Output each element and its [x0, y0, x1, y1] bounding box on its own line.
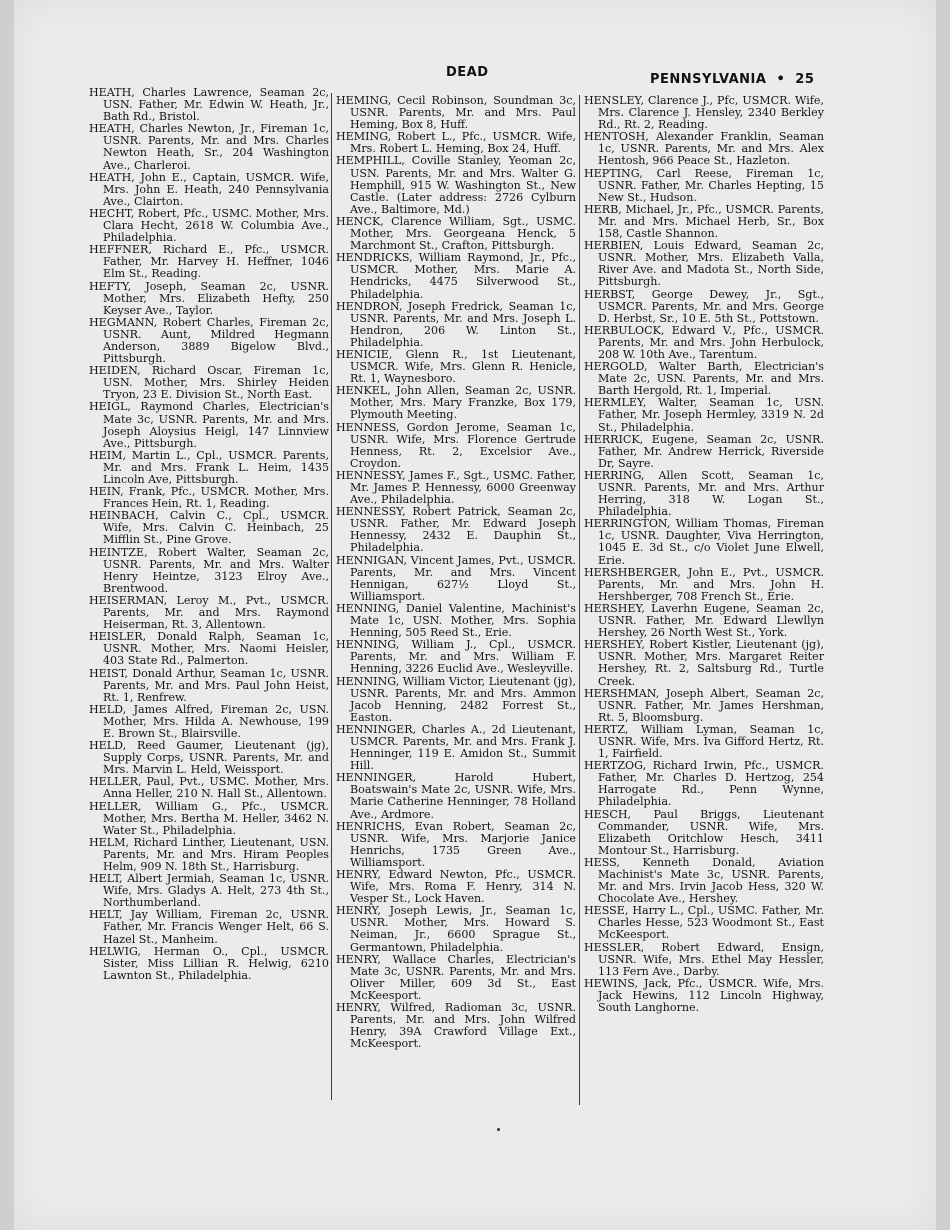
casualty-entry: HENCK, Clarence William, Sgt., USMC. Mother, Mrs. Georgeana Henck, 5 Marchmont St., Crafton, Pittsburgh.: [336, 214, 576, 253]
bullet-separator: •: [776, 72, 786, 87]
casualty-entry: HEATH, John E., Captain, USMCR. Wife, Mrs. John E. Heath, 240 Pennsylvania Ave., Clairton.: [89, 170, 329, 208]
casualty-entry: HEIN, Frank, Pfc., USMCR. Mother, Mrs. Frances Hein, Rt. 1, Reading.: [89, 485, 329, 511]
casualty-entry: HEIM, Martin L., Cpl., USMCR. Parents, Mr. and Mrs. Frank L. Heim, 1435 Lincoln Ave, Pittsburgh.: [89, 448, 329, 486]
page-number: 25: [795, 72, 815, 87]
casualty-entry: HERTZOG, Richard Irwin, Pfc., USMCR. Father, Mr. Charles D. Hertzog, 254 Harrogate Rd., Penn Wynne, Philadelphia.: [584, 759, 824, 809]
casualty-entry: HELD, James Alfred, Fireman 2c, USN. Mother, Mrs. Hilda A. Newhouse, 199 E. Brown St., Blairsville.: [89, 702, 329, 740]
state-name: PENNSYLVANIA: [650, 72, 767, 87]
casualty-entry: HERRICK, Eugene, Seaman 2c, USNR. Father, Mr. Andrew Herrick, Riverside Dr, Sayre.: [584, 432, 824, 470]
casualty-entry: HESSLER, Robert Edward, Ensign, USNR. Wife, Mrs. Ethel May Hessler, 113 Fern Ave., Darby.: [584, 940, 824, 978]
casualty-entry: HELD, Reed Gaumer, Lieutenant (jg), Supply Corps, USNR. Parents, Mr. and Mrs. Marvin L. Held, Weissport.: [89, 739, 329, 777]
casualty-entry: HENNING, Daniel Valentine, Machinist's Mate 1c, USN. Mother, Mrs. Sophia Henning, 505 Reed St., Erie.: [336, 601, 576, 640]
casualty-entry: HEIDEN, Richard Oscar, Fireman 1c, USN. Mother, Mrs. Shirley Heiden Tryon, 23 E. Division St., North East.: [89, 364, 329, 402]
casualty-entry: HENNINGER, Harold Hubert, Boatswain's Mate 2c, USNR. Wife, Mrs. Marie Catherine Henninger, 78 Holland Ave., Ardmore.: [336, 771, 576, 821]
casualty-entry: HEWINS, Jack, Pfc., USMCR. Wife, Mrs. Jack Hewins, 112 Lincoln Highway, South Langhorne.: [584, 976, 824, 1015]
casualty-entry: HERSHEY, Laverhn Eugene, Seaman 2c, USNR. Father, Mr. Edward Llewllyn Hershey, 26 North West St., York.: [584, 601, 824, 640]
casualty-entry: HELT, Jay William, Fireman 2c, USNR. Father, Mr. Francis Wenger Helt, 66 S. Hazel St., Manheim.: [89, 908, 329, 946]
casualty-entry: HERGOLD, Walter Barth, Electrician's Mate 2c, USN. Parents, Mr. and Mrs. Barth Hergold, Rt. 1, Imperial.: [584, 360, 824, 398]
casualty-entry: HESCH, Paul Briggs, Lieutenant Commander, USNR. Wife, Mrs. Elizabeth Oritchlow Hesch, 3411 Montour St., Harrisburg.: [584, 807, 824, 857]
casualty-entry: HERSHMAN, Joseph Albert, Seaman 2c, USNR. Father, Mr. James Hershman, Rt. 5, Bloomsburg.: [584, 686, 824, 724]
casualty-entry: HENNESSY, Robert Patrick, Seaman 2c, USNR. Father, Mr. Edward Joseph Hennessy, 2432 E. Dauphin St., Philadelphia.: [336, 505, 576, 555]
casualty-entry: HERTZ, William Lyman, Seaman 1c, USNR. Wife, Mrs. Iva Gifford Hertz, Rt. 1, Fairfield.: [584, 722, 824, 761]
casualty-entry: HEATH, Charles Newton, Jr., Fireman 1c, USNR. Parents, Mr. and Mrs. Charles Newton Heath, Sr., 204 Washington Ave., Charleroi.: [89, 122, 329, 172]
casualty-entry: HEPTING, Carl Reese, Fireman 1c, USNR. Father, Mr. Charles Hepting, 15 New St., Hudson.: [584, 166, 824, 204]
casualty-entry: HERBIEN, Louis Edward, Seaman 2c, USNR. Mother, Mrs. Elizabeth Valla, River Ave. and Madota St., North Side, Pittsburgh.: [584, 239, 824, 289]
casualty-entry: HERRING, Allen Scott, Seaman 1c, USNR. Parents, Mr. and Mrs. Arthur Herring, 318 W. Logan St., Philadelphia.: [584, 468, 824, 519]
casualty-entry: HELLER, Paul, Pvt., USMC. Mother, Mrs. Anna Heller, 210 N. Hall St., Allentown.: [89, 775, 329, 801]
column-1: [89, 87, 329, 982]
casualty-entry: HENDRON, Joseph Fredrick, Seaman 1c, USNR. Parents, Mr. and Mrs. Joseph L. Hendron, 206 W. Linton St., Philadelphia.: [336, 299, 576, 349]
casualty-entry: HEGMANN, Robert Charles, Fireman 2c, USNR. Aunt, Mildred Hegmann Anderson, 3889 Bigelow Blvd., Pittsburgh.: [89, 315, 329, 366]
casualty-entry: HEINTZE, Robert Walter, Seaman 2c, USNR. Parents, Mr. and Mrs. Walter Henry Heintze, 3123 Elroy Ave., Brentwood.: [89, 545, 329, 595]
casualty-entry: HEISLER, Donald Ralph, Seaman 1c, USNR. Mother, Mrs. Naomi Heisler, 403 State Rd., Palmerton.: [89, 630, 329, 668]
casualty-entry: HERBST, George Dewey, Jr., Sgt., USMCR. Parents, Mr. and Mrs. George D. Herbst, Sr., 10 E. 5th St., Pottstown.: [584, 287, 824, 325]
casualty-entry: HEMING, Cecil Robinson, Soundman 3c, USNR. Parents, Mr. and Mrs. Paul Heming, Box 8, Huff.: [336, 94, 576, 132]
casualty-entry: HEIST, Donald Arthur, Seaman 1c, USNR. Parents, Mr. and Mrs. Paul John Heist, Rt. 1, Renfrew.: [89, 666, 329, 704]
casualty-entry: HENRICHS, Evan Robert, Seaman 2c, USNR. Wife, Mrs. Marjorie Janice Henrichs, 1735 Green Ave., Williamsport.: [336, 819, 576, 869]
casualty-entry: HENDRICKS, William Raymond, Jr., Pfc., USMCR. Mother, Mrs. Marie A. Hendricks, 4475 Silverwood St., Philadelphia.: [336, 251, 576, 301]
casualty-entry: HENRY, Joseph Lewis, Jr., Seaman 1c, USNR. Mother, Mrs. Howard S. Neiman, Jr., 6600 Sprague St., Germantown, Philadelphia.: [336, 904, 576, 954]
casualty-entry: HERBULOCK, Edward V., Pfc., USMCR. Parents, Mr. and Mrs. John Herbulock, 208 W. 10th Ave., Tarentum.: [584, 323, 824, 361]
casualty-entry: HERRINGTON, William Thomas, Fireman 1c, USNR. Daughter, Viva Herrington, 1045 E. 3d St., c/o Violet June Elwell, Erie.: [584, 517, 824, 567]
casualty-entry: HEMPHILL, Coville Stanley, Yeoman 2c, USN. Parents, Mr. and Mrs. Walter G. Hemphill, 915 W. Washington St., New Castle. (Later address: 2726 Cylburn Ave., Baltimore, Md.): [336, 154, 576, 216]
casualty-entry: HESSE, Harry L., Cpl., USMC. Father, Mr. Charles Hesse, 523 Woodmont St., East McKeesport.: [584, 904, 824, 942]
casualty-entry: HEFFNER, Richard E., Pfc., USMCR. Father, Mr. Harvey H. Heffner, 1046 Elm St., Reading.: [89, 243, 329, 281]
casualty-entry: HEFTY, Joseph, Seaman 2c, USNR. Mother, Mrs. Elizabeth Hefty, 250 Keyser Ave., Taylor.: [89, 279, 329, 317]
casualty-entry: HELLER, William G., Pfc., USMCR. Mother, Mrs. Bertha M. Heller, 3462 N. Water St., Philadelphia.: [89, 799, 329, 837]
casualty-entry: HENRY, Edward Newton, Pfc., USMCR. Wife, Mrs. Roma F. Henry, 314 N. Vesper St., Lock Haven.: [336, 868, 576, 906]
casualty-entry: HENNING, William J., Cpl., USMCR. Parents, Mr. and Mrs. William F. Henning, 3226 Euclid Ave., Wesleyville.: [336, 638, 576, 676]
casualty-entry: HERSHEY, Robert Kistler, Lieutenant (jg), USNR. Mother, Mrs. Margaret Reiter Hershey, Rt. 2, Saltsburg Rd., Turtle Creek.: [584, 638, 824, 688]
running-header: [650, 72, 814, 87]
casualty-entry: HELWIG, Herman O., Cpl., USMCR. Sister, Miss Lillian R. Helwig, 6210 Lawnton St., Philadelphia.: [89, 944, 329, 982]
casualty-entry: HENNIGAN, Vincent James, Pvt., USMCR. Parents, Mr. and Mrs. Vincent Hennigan, 627½ Lloyd St., Williamsport.: [336, 553, 576, 603]
casualty-entry: HEIGL, Raymond Charles, Electrician's Mate 3c, USNR. Parents, Mr. and Mrs. Joseph Aloysius Heigl, 147 Linnview Ave., Pittsburgh.: [89, 400, 329, 450]
casualty-entry: HERB, Michael, Jr., Pfc., USMCR. Parents, Mr. and Mrs. Michael Herb, Sr., Box 158, Castle Shannon.: [584, 202, 824, 241]
casualty-entry: HENNESS, Gordon Jerome, Seaman 1c, USNR. Wife, Mrs. Florence Gertrude Henness, Rt. 2, Excelsior Ave., Croydon.: [336, 420, 576, 470]
column-3: [584, 95, 824, 1014]
casualty-entry: HELT, Albert Jermiah, Seaman 1c, USNR. Wife, Mrs. Gladys A. Helt, 273 4th St., Northumberland.: [89, 872, 329, 910]
casualty-entry: HEISERMAN, Leroy M., Pvt., USMCR. Parents, Mr. and Mrs. Raymond Heiserman, Rt. 3, Allentown.: [89, 593, 329, 632]
column-2: [336, 95, 576, 1050]
casualty-entry: HENRY, Wallace Charles, Electrician's Mate 3c, USNR. Parents, Mr. and Mrs. Oliver Miller, 609 3d St., East McKeesport.: [336, 952, 576, 1002]
casualty-entry: HENNESSY, James F., Sgt., USMC. Father, Mr. James P. Hennessy, 6000 Greenway Ave., Philadelphia.: [336, 468, 576, 507]
casualty-entry: HELM, Richard Linther, Lieutenant, USN. Parents, Mr. and Mrs. Hiram Peoples Helm, 909 N. 18th St., Harrisburg.: [89, 835, 329, 873]
casualty-entry: HESS, Kenneth Donald, Aviation Machinist's Mate 3c, USNR. Parents, Mr. and Mrs. Irvin Jacob Hess, 320 W. Chocolate Ave., Hershey.: [584, 855, 824, 906]
casualty-entry: HENSLEY, Clarence J., Pfc, USMCR. Wife, Mrs. Clarence J. Hensley, 2340 Berkley Rd., Rt. 2, Reading.: [584, 94, 824, 132]
column-divider-1: [331, 93, 332, 1100]
section-heading: DEAD: [446, 65, 489, 80]
casualty-entry: HENKEL, John Allen, Seaman 2c, USNR. Mother, Mrs. Mary Franzke, Box 179, Plymouth Meeting.: [336, 384, 576, 422]
casualty-entry: HENRY, Wilfred, Radioman 3c, USNR. Parents, Mr. and Mrs. John Wilfred Henry, 39A Crawford Village Ext., McKeesport.: [336, 1001, 576, 1051]
casualty-entry: HECHT, Robert, Pfc., USMC. Mother, Mrs. Clara Hecht, 2618 W. Columbia Ave., Philadelphia.: [89, 206, 329, 245]
casualty-entry: HENNING, William Victor, Lieutenant (jg), USNR. Parents, Mr. and Mrs. Ammon Jacob Henning, 2482 Forrest St., Easton.: [336, 674, 576, 724]
casualty-entry: HENICIE, Glenn R., 1st Lieutenant, USMCR. Wife, Mrs. Glenn R. Henicle, Rt. 1, Waynesboro.: [336, 347, 576, 386]
casualty-entry: HEMING, Robert L., Pfc., USMCR. Wife, Mrs. Robert L. Heming, Box 24, Huff.: [336, 130, 576, 156]
casualty-entry: HENNINGER, Charles A., 2d Lieutenant, USMCR. Parents, Mr. and Mrs. Frank J. Henninger, 119 E. Amidon St., Summit Hill.: [336, 722, 576, 773]
casualty-entry: HEATH, Charles Lawrence, Seaman 2c, USN. Father, Mr. Edwin W. Heath, Jr., Bath Rd., Bristol.: [89, 86, 329, 124]
page-mark-dot: [497, 1128, 500, 1131]
casualty-entry: HENTOSH, Alexander Franklin, Seaman 1c, USNR. Parents, Mr. and Mrs. Alex Hentosh, 966 Peace St., Hazleton.: [584, 130, 824, 168]
column-divider-2: [579, 95, 580, 1105]
casualty-entry: HEINBACH, Calvin C., Cpl., USMCR. Wife, Mrs. Calvin C. Heinbach, 25 Mifflin St., Pine Grove.: [89, 509, 329, 547]
casualty-entry: HERMLEY, Walter, Seaman 1c, USN. Father, Mr. Joseph Hermley, 3319 N. 2d St., Philadelphia.: [584, 396, 824, 434]
casualty-entry: HERSHBERGER, John E., Pvt., USMCR. Parents, Mr. and Mrs. John H. Hershberger, 708 French St., Erie.: [584, 565, 824, 603]
